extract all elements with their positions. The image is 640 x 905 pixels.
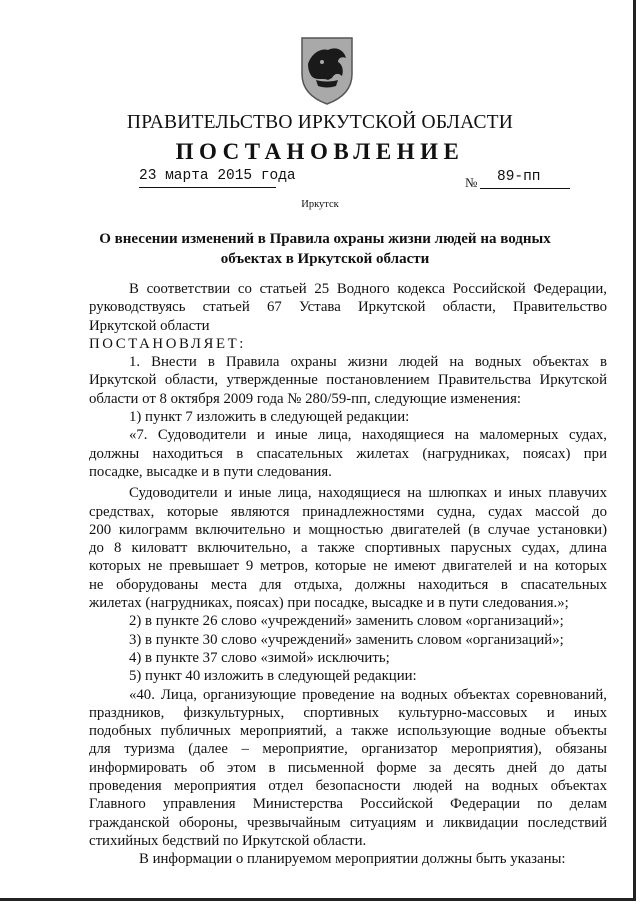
- point-7-paragraph-b: [89, 484, 607, 612]
- document-body: [89, 280, 607, 869]
- text-line: жилетах (нагрудниках, поясах) при посадке, высадке и в пути следования.»;: [89, 595, 569, 612]
- text-line: 200 килограмм включительно и мощностью двигателей (в случае установки): [89, 521, 607, 538]
- decree-word: ПОСТАНОВЛЯЕТ:: [89, 335, 246, 352]
- text-line: Иркутской области: [89, 317, 210, 334]
- text-line: до 8 киловатт включительно, а также спортивных парусных судах, длина: [89, 540, 607, 557]
- number-underline: [480, 188, 570, 189]
- text-line: Иркутской области, утвержденные постановлением Правительства Иркутской: [89, 372, 607, 389]
- subitem-1: 1) пункт 7 изложить в следующей редакции:: [129, 409, 410, 426]
- document-type: ПОСТАНОВЛЕНИЕ: [175, 139, 465, 164]
- text-line: для туризма (далее – мероприятие, организатор мероприятия), обязаны: [89, 741, 607, 758]
- text-line: «40. Лица, организующие проведение на водных объектах соревнований,: [129, 686, 607, 703]
- text-line: «7. Судоводители и иные лица, находящиеся на маломерных судах,: [129, 427, 607, 444]
- text-line: В соответствии со статьей 25 Водного кодекса Российской Федерации,: [129, 281, 607, 297]
- text-line: Главного управления Министерства Российской Федерации по делам: [89, 796, 607, 813]
- subitem-4: 4) в пункте 37 слово «зимой» исключить;: [129, 649, 390, 666]
- text-line: информировать об этом в письменной форме за десять дней до даты: [89, 759, 607, 776]
- document-date: 23 марта 2015 года: [139, 168, 296, 184]
- text-line: стихийных бедствий по Иркутской области.: [89, 832, 367, 849]
- document-subject: [90, 229, 560, 269]
- text-line: посадке, высадке и в пути следования.: [89, 463, 332, 480]
- city-name: Иркутск: [301, 199, 339, 210]
- text-line: которых не превышает 9 метров, которые не имеют двигателей и на которых: [89, 558, 607, 575]
- subject-line: объектах в Иркутской области: [220, 251, 430, 267]
- government-title: ПРАВИТЕЛЬСТВО ИРКУТСКОЙ ОБЛАСТИ: [126, 112, 514, 133]
- subject-line: О внесении изменений в Правила охраны жизни людей на водных: [99, 231, 551, 247]
- text-line: проведения мероприятия отдел безопасности людей на водных объектах: [89, 778, 607, 795]
- text-line: 1. Внести в Правила охраны жизни людей на водных объектах в: [129, 354, 607, 371]
- text-line: средствах, которые являются принадлежностями судна, судах массой до: [89, 503, 607, 520]
- point-40-paragraph: [89, 686, 607, 851]
- coat-of-arms-icon: [298, 34, 356, 106]
- subitem-2: 2) в пункте 26 слово «учреждений» заменить словом «организаций»;: [129, 613, 564, 630]
- date-underline: [139, 187, 276, 188]
- subitem-3: 3) в пункте 30 слово «учреждений» заменить словом «организаций»;: [129, 631, 564, 648]
- text-line: праздников, физкультурных, спортивных культурно-массовых и иных: [89, 704, 607, 721]
- number-sign: №: [465, 175, 478, 190]
- text-line: должны находиться в спасательных жилетах (нагрудниках, поясах) при: [89, 445, 607, 462]
- text-line: области от 8 октября 2009 года № 280/59-пп, следующие изменения:: [89, 390, 521, 407]
- last-paragraph: В информации о планируемом мероприятии должны быть указаны:: [139, 851, 566, 868]
- text-line: подобных публичных мероприятий, а также использующие водные объекты: [89, 723, 607, 740]
- item-1-paragraph: [89, 353, 607, 408]
- preamble-paragraph: [89, 280, 607, 335]
- point-7-paragraph-a: [89, 426, 607, 481]
- text-line: Судоводители и иные лица, находящиеся на шлюпках и иных плавучих: [129, 485, 607, 502]
- subitem-5: 5) пункт 40 изложить в следующей редакции:: [129, 668, 417, 685]
- text-line: не оборудованы места для отдыха, должны находиться в спасательных: [89, 576, 607, 593]
- text-line: руководствуясь статьей 67 Устава Иркутской области, Правительство: [89, 299, 607, 316]
- document-number: 89-пп: [497, 169, 541, 185]
- text-line: гражданской обороны, чрезвычайным ситуациям и ликвидации последствий: [89, 814, 607, 831]
